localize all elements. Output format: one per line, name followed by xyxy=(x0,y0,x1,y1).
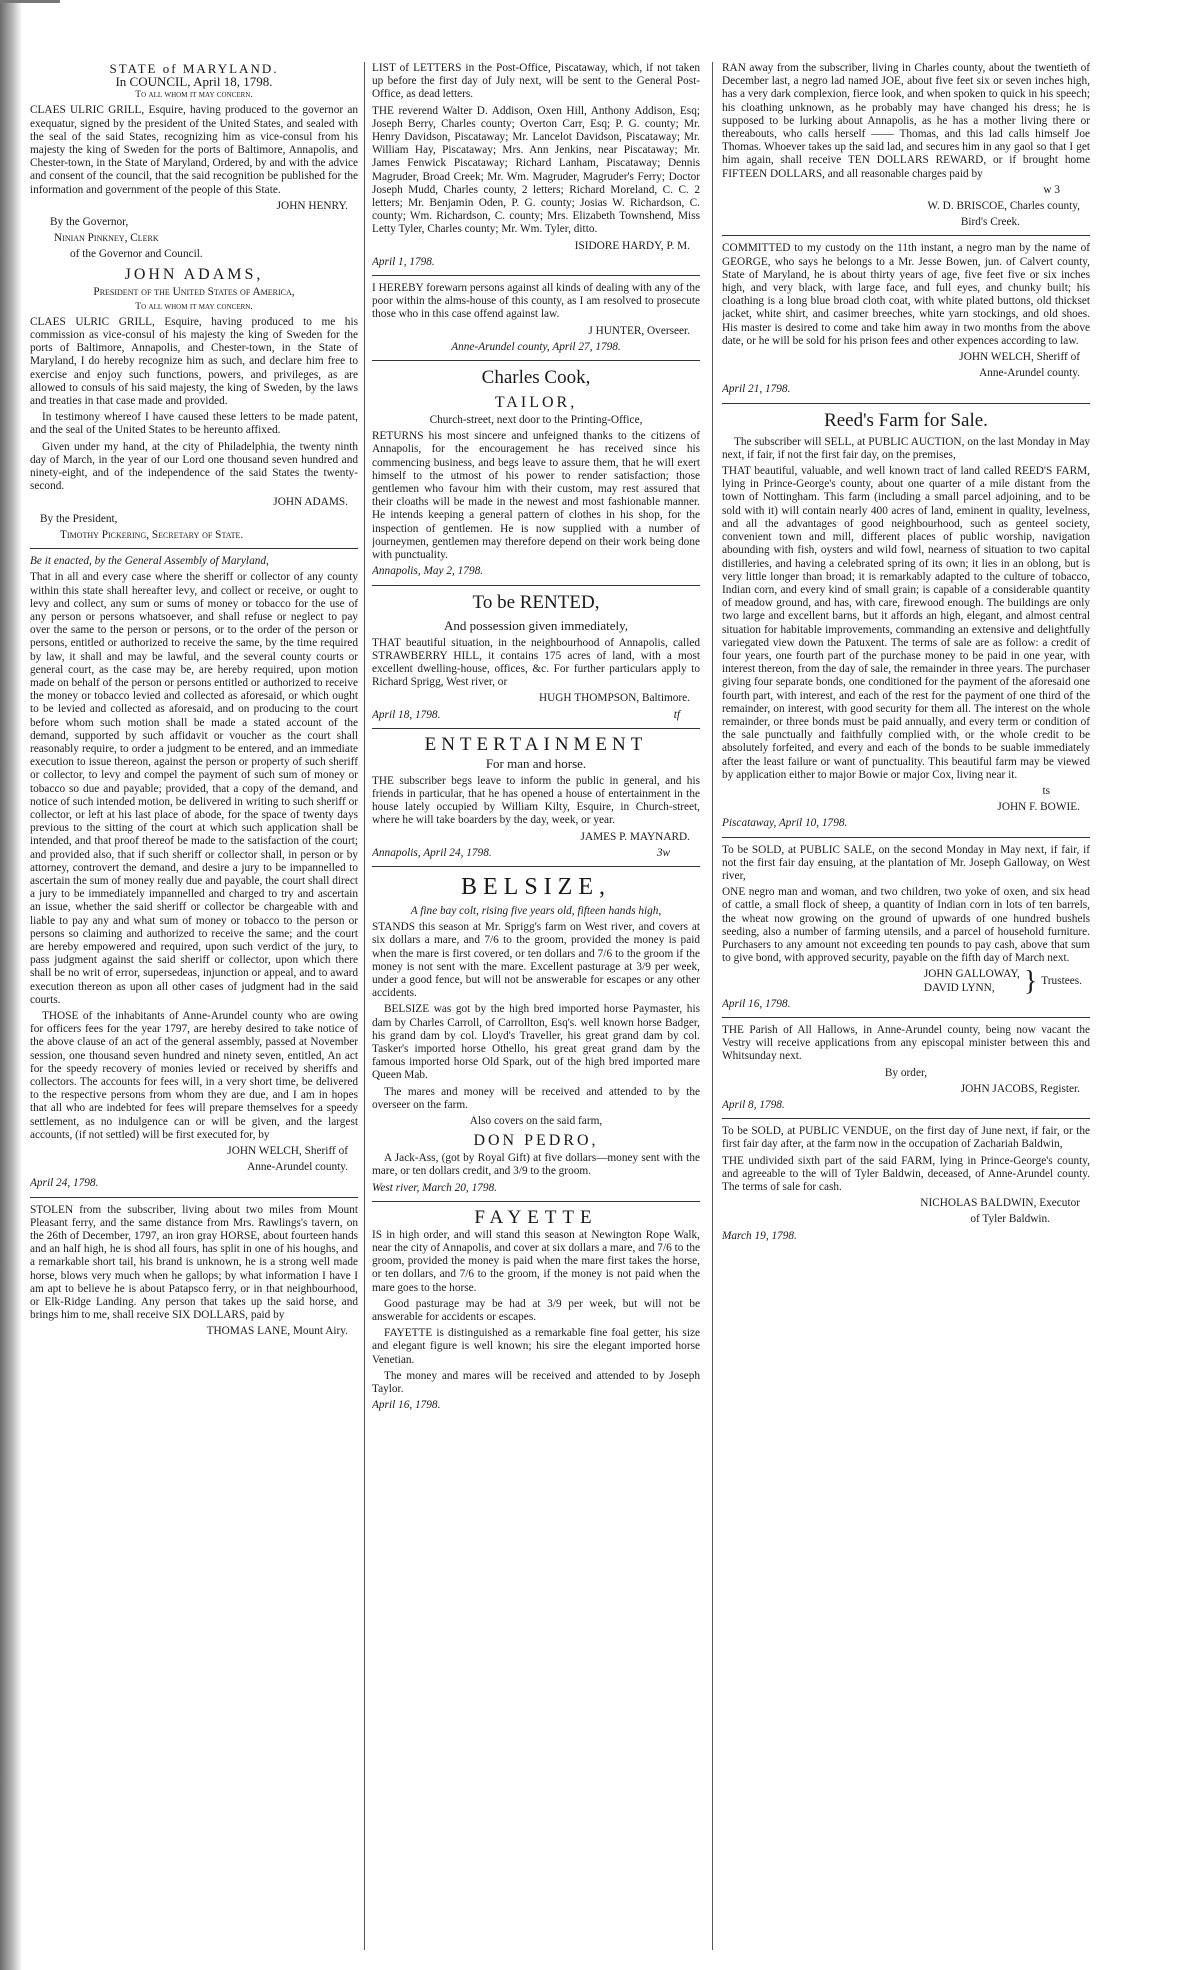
fayette-text: IS in high order, and will stand this season at Newington Rope Walk, near the city of Annapolis, and cover at six dollars a mare, and 7/6 to the groom, provided the money is paid when the mare first takes the horse, or ten dollars, and 7/6 to the groom, if the money is not paid when the mare goes to the horse. xyxy=(372,1228,700,1294)
column-3 xyxy=(722,62,1090,1954)
briscoe-place: Bird's Creek. xyxy=(960,216,1020,229)
grill-notice: CLAES ULRIC GRILL, Esquire, having produced to the governor an exequatur, signed by the president of the United States, and sealed with the seal of the said States, recognizing him as vice-consul from his majesty the king of Sweden for the ports of Baltimore, Annapolis, and Chester-town, in the State of Maryland, Ordered, by and with the advice and consent of the council, that the said recognition be published for the information and government of the people of this State. xyxy=(30,104,358,196)
state-title: STATE of MARYLAND. xyxy=(109,62,279,76)
date-april-24: April 24, 1798. xyxy=(30,1177,99,1190)
don-pedro-heading: DON PEDRO, xyxy=(473,1132,599,1150)
signature-hardy: ISIDORE HARDY, P. M. xyxy=(574,239,690,252)
divider xyxy=(30,1197,358,1198)
don-pedro-text: A Jack-Ass, (got by Royal Gift) at five dollars—money sent with the mare, or ten dollars credit, and 3/9 to the groom. xyxy=(372,1152,700,1178)
entertainment-text: THE subscriber begs leave to inform the public in general, and his friends in particular, that he has opened a house of entertainment in the house lately occupied by William Kilty, Esquire, in Church-street, where he will take boarders by the day, week, or year. xyxy=(372,774,700,827)
mark-3w: 3w xyxy=(656,846,670,859)
ran-away-notice: RAN away from the subscriber, living in Charles county, about the twentieth of December last, a negro lad named JOE, about five feet six or seven inches high, has a very dark complexion, fierce look, and when spoken to quick in his speech; his cloathing unknown, as he probably may have changed his dress; he is supposed to be lurking about Annapolis, as he has a mother living there or thereabouts, who calls herself —— Thomas, and this lad calls himself Joe Thomas. Whoever takes up the said lad, and secures him in any gaol so that I get him again, shall receive TEN DOLLARS REWARD, or if brought home FIFTEEN DOLLARS, and all reasonable charges paid by xyxy=(722,62,1090,180)
welch-county: Anne-Arundel county. xyxy=(979,367,1080,380)
date-may-2: Annapolis, May 2, 1798. xyxy=(372,565,484,578)
signature-welch: JOHN WELCH, Sheriff of xyxy=(959,351,1080,364)
rented-sub: And possession given immediately, xyxy=(443,617,629,633)
signature-hunter: J HUNTER, Overseer. xyxy=(588,324,690,337)
adams-notice: CLAES ULRIC GRILL, Esquire, having produced to me his commission as vice-consul of his majesty the king of Sweden for the ports of Baltimore, Annapolis, and Chester-town, in the State of Maryland, I do hereby recognize him as such, and declare him free to exercise and enjoy such functions, powers, and privileges, as are allowed to consuls of his said majesty, the king of Sweden, by the laws and treaties in that case made and provided. xyxy=(30,315,358,408)
tailor-heading: TAILOR, xyxy=(494,394,578,412)
belsize-text: STANDS this season at Mr. Sprigg's farm on West river, and covers at six dollars a mare, and 7/6 to the groom, provided the money is paid when the mare is first covered, or ten dollars and 7/6 to the groom if the money is not sent with the mare. Excellent pasturage at 3/9 per week, under a good fence, but will not be answerable for escapes or any other accidents. xyxy=(372,921,700,1000)
cook-address: Church-street, next door to the Printing-Office, xyxy=(429,414,643,427)
column-rule-2 xyxy=(712,62,713,1950)
divider xyxy=(372,275,700,276)
given-under: Given under my hand, at the city of Philadelphia, the twenty ninth day of March, in the year of our Lord one thousand seven hundred and ninety-eight, and of the independence of the said States the twenty-second. xyxy=(30,440,358,493)
rented-heading: To be RENTED, xyxy=(472,591,600,613)
council-line: In COUNCIL, April 18, 1798. xyxy=(115,74,273,90)
signature-galloway: JOHN GALLOWAY, xyxy=(923,968,1020,981)
trustee-names xyxy=(924,968,1020,994)
letters-list: THE reverend Walter D. Addison, Oxen Hill, Anthony Addison, Esq; Joseph Berry, Charles county; Overton Carr, Esq; P. G. county; Mr. Henry Davidson, Piscataway; Mr. Lancelot Davidson, Piscataway; Mr. William Hay, Piscataway; Mrs. Ann Jenkins, near Piscataway; Mr. James Fenwick Piscataway; Richard Lanham, Piscataway; Dennis Magruder, Broad Creek; Mr. Wm. Magruder, Magruder's Ferry; Doctor Joseph Mudd, Charles county, 2 letters; Richard Moreland, C. C. 2 letters; Mr. Benjamin Oden, P. G. county; Josias W. Richardson, C. county; Wm. Richardson, C. county; Mrs. Elizabeth Townshend, Miss Letty Tyler, Charles county; Mr. Wm. Tyler, ditto. xyxy=(372,104,700,236)
signature-thomas-lane: THOMAS LANE, Mount Airy. xyxy=(206,1325,348,1338)
cook-name: Charles Cook, xyxy=(481,367,591,389)
divider xyxy=(30,548,358,549)
signature-lynn: DAVID LYNN, xyxy=(923,981,995,994)
adams-title: JOHN ADAMS, xyxy=(124,265,264,283)
signature-thompson: HUGH THOMPSON, Baltimore. xyxy=(538,692,690,705)
trustees-signatures xyxy=(722,965,1090,997)
also-covers: Also covers on the said farm, xyxy=(469,1114,603,1127)
date-april-16: April 16, 1798. xyxy=(372,1399,441,1412)
pinkney-clerk: Ninian Pinkney, Clerk xyxy=(54,232,159,245)
divider xyxy=(722,837,1090,838)
letters-heading: LIST of LETTERS in the Post-Office, Piscataway, which, if not taken up before the first day of July next, will be sent to the General Post-Office, as dead letters. xyxy=(372,62,700,101)
belsize-sub: A fine bay colt, rising five years old, fifteen hands high, xyxy=(410,904,662,917)
signature-welch: JOHN WELCH, Sheriff of xyxy=(227,1145,348,1158)
column-1 xyxy=(30,62,358,1954)
date-text: Annapolis, April 24, 1798. xyxy=(372,846,492,859)
belsize-terms: The mares and money will be received and attended to by the overseer on the farm. xyxy=(372,1085,700,1111)
divider xyxy=(372,360,700,361)
vendue-intro: To be SOLD, at PUBLIC VENDUE, on the first day of June next, if fair, or the first fair day after, at the farm now in the occupation of Zachariah Baldwin, xyxy=(722,1125,1090,1151)
committed-notice: COMMITTED to my custody on the 11th instant, a negro man by the name of GEORGE, who says he belongs to a Mr. Jesse Bowen, jun. of Calvert county, State of Maryland, he is about thirty years of age, five feet five or six inches high, and very black, with large face, and full eyes, and chunky built; his cloathing is a long blue broad cloth coat, with white plated buttons, old thickset jacket, white shirt, and casimer breeches, white yarn stockings, and old shoes. His master is desired to come and take him away in two months from the above date, or he will be sold for his prison fees and other expences according to law. xyxy=(722,242,1090,347)
signature-bowie: JOHN F. BOWIE. xyxy=(997,801,1080,814)
by-governor: By the Governor, xyxy=(50,216,129,229)
date-april-18 xyxy=(372,709,700,722)
by-president: By the President, xyxy=(40,512,118,525)
brace-icon: } xyxy=(1023,965,1038,997)
signature-nicholas-baldwin: NICHOLAS BALDWIN, Executor xyxy=(920,1197,1080,1210)
parish-notice: THE Parish of All Hallows, in Anne-Arundel county, being now vacant the Vestry will receive applications from any episcopal minister between this and Whitsunday next. xyxy=(722,1024,1090,1063)
divider xyxy=(722,1017,1090,1018)
entertainment-heading: ENTERTAINMENT xyxy=(424,733,648,755)
act-lead: Be it enacted, by the General Assembly of Maryland, xyxy=(30,555,269,568)
welch-county: Anne-Arundel county. xyxy=(247,1161,348,1174)
divider xyxy=(372,1201,700,1202)
forewarn-notice: I HEREBY forewarn persons against all kinds of dealing with any of the poor within the alms-house of this county, as I am resolved to prosecute those who in this case offend against law. xyxy=(372,282,700,321)
date-april-10: Piscataway, April 10, 1798. xyxy=(722,817,848,830)
vendue-text: THE undivided sixth part of the said FARM, lying in Prince-George's county, and agreeable to the will of Tyler Baldwin, deceased, of Anne-Arundel county. The terms of sale for cash. xyxy=(722,1154,1090,1194)
entertainment-sub: For man and horse. xyxy=(485,755,587,771)
fayette-description: FAYETTE is distinguished as a remarkable fine foal getter, his size and elegant figure is well known; his sire the elegant imported horse Venetian. xyxy=(372,1327,700,1366)
concern-heading-2: To all whom it may concern. xyxy=(135,301,253,312)
cook-text: RETURNS his most sincere and unfeigned thanks to the citizens of Annapolis, for the encouragement he has received since his commencing business, and begs leave to assure them, that he will exert himself to the utmost of his power to render satisfaction; those gentlemen who favour him with their custom, may rest assured that their cloaths will be made in the newest and most fashionable manner. He intends keeping a general pattern of clothes in his shop, for the inspection of gentlemen. He is now supplied with a number of journeymen, gentlemen may therefore depend on their work being done with punctuality. xyxy=(372,430,700,562)
testimony: In testimony whereof I have caused these letters to be made patent, and the seal of the United States to be hereunto affixed. xyxy=(30,411,358,437)
date-april-1: April 1, 1798. xyxy=(372,255,435,268)
pickering: Timothy Pickering, Secretary of State. xyxy=(60,528,244,541)
date-text: April 18, 1798. xyxy=(372,708,441,721)
trustees-label: Trustees. xyxy=(1041,974,1082,987)
signature-john-henry: JOHN HENRY. xyxy=(276,199,348,212)
fayette-heading: FAYETTE xyxy=(474,1206,598,1228)
column-rule-1 xyxy=(364,62,365,1950)
fayette-pasture: Good pasturage may be had at 3/9 per week, but will not be answerable for accidents or escapes. xyxy=(372,1297,700,1324)
rented-text: THAT beautiful situation, in the neighbourhood of Annapolis, called STRAWBERRY HILL, it contains 175 acres of land, with a most excellent dwelling-house, offices, &c. For further particulars apply to Richard Sprigg, West river, or xyxy=(372,636,700,689)
date-april-21: April 21, 1798. xyxy=(722,383,791,396)
page-corner-mark xyxy=(0,0,60,3)
divider xyxy=(372,728,700,729)
date-march-20: West river, March 20, 1798. xyxy=(372,1181,497,1194)
reed-heading: Reed's Farm for Sale. xyxy=(824,409,988,431)
divider xyxy=(372,866,700,867)
reed-intro: The subscriber will SELL, at PUBLIC AUCTION, on the last Monday in May next, if fair, if not the first fair day, on the premises, xyxy=(722,435,1090,461)
divider xyxy=(722,403,1090,404)
mark-tf: tf xyxy=(673,708,680,721)
date-april-27: Anne-Arundel county, April 27, 1798. xyxy=(451,340,621,353)
signature-john-adams: JOHN ADAMS. xyxy=(273,496,348,509)
signature-jacobs: JOHN JACOBS, Register. xyxy=(960,1082,1080,1095)
divider xyxy=(372,585,700,586)
column-2 xyxy=(372,62,700,1954)
of-tyler-baldwin: of Tyler Baldwin. xyxy=(970,1213,1050,1226)
signature-briscoe: W. D. BRISCOE, Charles county, xyxy=(927,200,1080,213)
belsize-pedigree: BELSIZE was got by the high bred imported horse Paymaster, his dam by Charles Carroll, of Carrollton, Esq's. well known horse Badger, his grand dam by col. Lloyd's Traveller, his great grand dam by col. Tasker's imported horse Othello, his great great grand dam by the famous imported horse Old Spark, out of the high bred imported mare Queen Mab. xyxy=(372,1003,700,1082)
date-march-19: March 19, 1798. xyxy=(722,1229,797,1242)
by-order: By order, xyxy=(884,1066,928,1079)
concern-heading: To all whom it may concern. xyxy=(135,90,253,101)
stolen-horse-notice: STOLEN from the subscriber, living about two miles from Mount Pleasant ferry, and the same distance from Mrs. Rawlings's tavern, on the 26th of December, 1797, an iron gray HORSE, about fourteen hands and an half high, he is shod all fours, has split in one of his houghs, and a remarkable short tail, his brand is unknown, he is a strong well made horse, blows very much when he gallops; by what information I have I am apt to believe he is about Patapsco ferry, or in that neighbourhood, or Elk-Ridge Landing. Any person that takes up the said horse, and brings him to me, shall receive SIX DOLLARS, paid by xyxy=(30,1203,358,1322)
president-line: President of the United States of America, xyxy=(93,285,295,298)
sale-text: ONE negro man and woman, and two children, two yoke of oxen, and six head of cattle, a small flock of sheep, a quantity of Indian corn in lots of ten barrels, the wheat now growing on the ground of upwards of one hundred bushels seeding, also a number of farming utensils, and a parcel of household furniture. Purchasers to any amount not exceeding ten pounds to pay cash, above that sum to give bond, with approved security, payable on the fifth day of March next. xyxy=(722,886,1090,965)
mark-w3: w 3 xyxy=(1043,183,1060,196)
mark-ts: ts xyxy=(1042,784,1050,797)
divider xyxy=(722,1118,1090,1119)
act-text: That in all and every case where the sheriff or collector of any county within this state shall hereafter levy, and collect or receive, or ought to levy and collect, any sum or sums of money or tobacco for the use of any person or persons whatsoever, and shall refuse or neglect to pay over the same to the person or persons, or to the order of the person or persons, entitled or authorized to receive the same, by the time required by law, it shall and may be lawful, and the several county courts or general court, as the case may be, are hereby required, upon motion made on behalf of the person or persons entitled or authorized to receive the money or tobacco levied and collected as aforesaid, or which ought to be levied and collected as aforesaid, and on producing to the court before whom such motion shall be made a stated account of the demand, supported by such affidavit or voucher as the court shall reasonably require, to order a judgment to be entered, and an immediate execution to issue thereon, against the person or property of such sheriff or collector, to levy and compel the payment of such sum of money or tobacco so due and payable; provided, that a copy of the demand, and notice of such intended motion, be delivered in writing to such sheriff or collector, or left at his last place of abode, for the space of twenty days previous to the sitting of the court at which such application shall be intended, and that proof thereof be made to the satisfaction of the court; and provided also, that if such sheriff or collector shall, in person or by attorney, controvert the demand, and desire a jury to be impannelled to ascertain the sum of money really due and payable, the court shall direct a jury to be immediately impannelled and charged to try and ascertain an issue, whether the said sheriff or collector be chargeable with and liable to pay any and what sum of money or tobacco to the person or persons so claiming and authorized to receive the same; and the court are hereby empowered and required, upon such verdict of the jury, to pass judgment against the said sheriff or collector, upon which there shall be no writ of error, supersedeas, injunction or appeal, and to award execution thereon as upon all other cases of judgment had in the said courts. xyxy=(30,571,358,1006)
date-april-16: April 16, 1798. xyxy=(722,997,791,1010)
page-binding-shadow xyxy=(0,0,22,1970)
sale-intro: To be SOLD, at PUBLIC SALE, on the second Monday in May next, if fair, if not the first fair day ensuing, at the plantation of Mr. Joseph Galloway, on West river, xyxy=(722,843,1090,882)
belsize-heading: BELSIZE, xyxy=(461,873,611,900)
pinkney-sub: of the Governor and Council. xyxy=(70,248,203,261)
divider xyxy=(722,235,1090,236)
those-notice: THOSE of the inhabitants of Anne-Arundel county who are owing for officers fees for the year 1797, are hereby desired to take notice of the above clause of an act of the general assembly, passed at November session, one thousand seven hundred and ninety seven, entitled, An act for the speedy recovery of monies levied or received by sheriffs and collectors. The accounts for fees will, in a very short time, be delivered to the respective persons from whom they are due, and I am in hopes that all who are indebted for fees will prepare themselves for a speedy settlement, as no indulgence can or will be given, and the largest accounts, (if not settled) will be first executed for, by xyxy=(30,1010,358,1141)
fayette-terms: The money and mares will be received and attended to by Joseph Taylor. xyxy=(372,1369,700,1396)
signature-maynard: JAMES P. MAYNARD. xyxy=(580,830,690,843)
reed-text: THAT beautiful, valuable, and well known tract of land called REED'S FARM, lying in Prince-George's county, about one quarter of a mile distant from the town of Nottingham. This farm (including a small parcel adjoining, and to be sold with it) will contain nearly 400 acres of land, eminent in quality, levelness, and all the advantages of good neighbourhood, such as genteel society, convenient town and mill, different places of public worship, navigation abounding with fish, oysters and wild fowl, nearness of situation to two capital distilleries, and having a celebrated spring of its own; it lies in an oblong, but is very little longer than broad; it is remarkably adapted to the culture of tobacco, Indian corn, and every kind of small grain; is capable of a considerable quantity of meadow ground, and has, with care, firewood enough. The buildings are only two large and excellent barns, but it affords an high, elegant, and almost central situation for habitable improvements, commanding an extensive and delightfully variegated view down the Patuxent. The terms of sale are as follow: a credit of four years, one fourth part of the purchase money to be paid in one year, with interest thereon, from the day of sale, the remainder in three years. The purchaser giving four separate bonds, one conditioned for the payment of the aforesaid one fourth part, with interest, and each of the rest for the payment of one third of the remainder, on interest, with good security for them all. The interest on the whole remainder, or three bonds must be paid annually, and every term or condition of the sale punctually and faithfully complied with, or the whole credit to be absolutely forfeited, and every and each of the bonds to be suable immediately after the least failure or want of punctuality. This beautiful farm may be viewed by application either to major Bowie or major Cox, living near it. xyxy=(722,465,1090,781)
date-april-24 xyxy=(372,847,700,860)
date-april-8: April 8, 1798. xyxy=(722,1099,785,1112)
